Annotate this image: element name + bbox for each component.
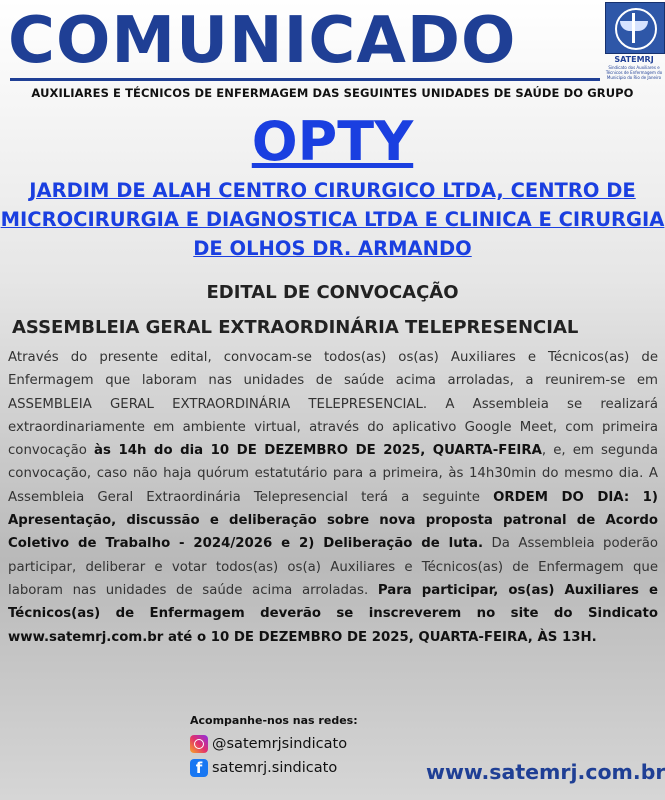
notice-body (8, 346, 658, 649)
union-logo (605, 2, 663, 78)
facebook-handle: satemrj.sindicato (212, 760, 338, 776)
health-units-list: JARDIM DE ALAH CENTRO CIRURGICO LTDA, CENTRO DE MICROCIRURGIA E DIAGNOSTICA LTDA E CLINICA E CIRURGIA DE OLHOS DR. ARMANDO (0, 179, 665, 260)
logo-caption: Sindicato dos Auxiliares e Técnicos de Enfermagem do Município do Rio de Janeiro (605, 65, 663, 80)
notice-text-3: Da Assembleia poderão participar, deliberar e votar todos(as) os(a) Auxiliares e Técnicos(as) de Enfermagem que laboram nas unidades de saúde acima arroladas. (8, 536, 658, 598)
page-title: COMUNICADO (8, 4, 517, 78)
title-divider (10, 78, 600, 81)
notice-date-highlight: às 14h do dia 10 DE DEZEMBRO DE 2025, QUARTA-FEIRA (94, 443, 542, 459)
logo-emblem-icon (605, 2, 665, 54)
instagram-link[interactable] (190, 735, 347, 755)
instagram-icon (190, 735, 208, 753)
notice-heading: EDITAL DE CONVOCAÇÃO (206, 282, 459, 303)
logo-name: SATEMRJ (614, 55, 654, 64)
facebook-link[interactable] (190, 759, 337, 779)
group-name: OPTY (251, 110, 414, 173)
website-link[interactable]: www.satemrj.com.br (426, 760, 665, 784)
page-subtitle: AUXILIARES E TÉCNICOS DE ENFERMAGEM DAS SEGUINTES UNIDADES DE SAÚDE DO GRUPO (31, 86, 634, 100)
registration-highlight: Para participar, os(as) Auxiliares e Técnicos(as) de Enfermagem deverão se inscreverem no site do Sindicato www.satemrj.com.br até o 10 DE DEZEMBRO DE 2025, QUARTA-FEIRA, ÀS 13H. (8, 582, 658, 645)
agenda-highlight: ORDEM DO DIA: 1) Apresentação, discussão e deliberação sobre nova proposta patronal de Acordo Coletivo de Trabalho - 2024/2026 e 2) Deliberação de luta. (8, 489, 659, 552)
instagram-handle: @satemrjsindicato (212, 736, 348, 752)
notice-text-2: , e, em segunda convocação, caso não haja quórum estatutário para a primeira, às 14h30min do mesmo dia. A Assembleia Geral Extraordinária Telepresencial terá a seguinte (8, 443, 658, 505)
follow-label: Acompanhe-nos nas redes: (190, 714, 358, 727)
facebook-icon: f (190, 759, 208, 777)
notice-text-1: Através do presente edital, convocam-se todos(as) os(as) Auxiliares e Técnicos(as) de Enfermagem que laboram nas unidades de saúde acima arroladas, a reunirem-se em ASSEMBLEIA GERAL EXTRAORDINÁRIA TELEPRESENCIAL. A Assembleia se realizará extraordinariamente em ambiente virtual, através do aplicativo Google Meet, com primeira convocação (8, 350, 658, 459)
assembly-heading: ASSEMBLEIA GERAL EXTRAORDINÁRIA TELEPRESENCIAL (12, 317, 579, 338)
